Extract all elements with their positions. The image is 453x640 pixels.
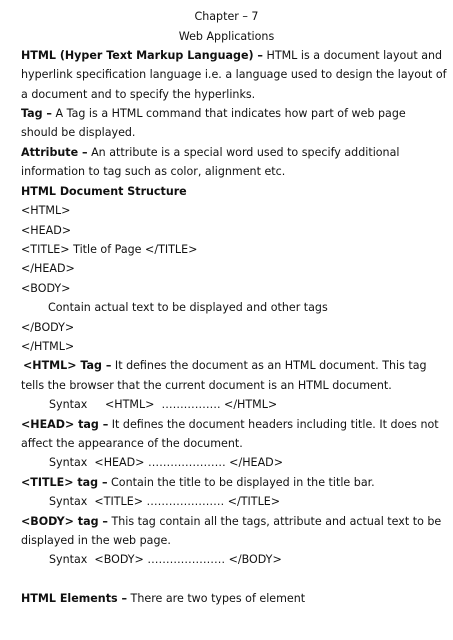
tag-definition-line-2: should be displayed. xyxy=(21,126,136,139)
html-tag-text: It defines the document as an HTML document. This tag xyxy=(111,359,427,372)
structure-line: <HEAD> xyxy=(21,224,72,237)
html-tag-term: <HTML> Tag – xyxy=(23,359,112,372)
elements-text: There are two types of element xyxy=(127,592,306,605)
title-tag-term: <TITLE> tag – xyxy=(21,476,108,489)
tag-definition-line-1 xyxy=(21,107,406,121)
body-tag-term: <BODY> tag – xyxy=(21,515,108,528)
structure-line: <HTML> xyxy=(21,204,71,217)
attribute-definition-line-2: information to tag such as color, alignment etc. xyxy=(21,165,286,178)
title-tag-syntax: Syntax <TITLE> ………………… </TITLE> xyxy=(49,495,281,508)
structure-heading xyxy=(21,185,187,199)
html-term: HTML (Hyper Text Markup Language) – xyxy=(21,49,263,62)
body-tag-syntax: Syntax <BODY> ………………… </BODY> xyxy=(49,553,282,566)
structure-line: </BODY> xyxy=(21,321,75,334)
attribute-term: Attribute – xyxy=(21,146,88,159)
structure-line: </HEAD> xyxy=(21,262,75,275)
structure-heading-text: HTML Document Structure xyxy=(21,185,187,198)
html-definition-line-3: a document and to specify the hyperlinks. xyxy=(21,88,256,101)
elements-term: HTML Elements – xyxy=(21,592,128,605)
html-definition-text: HTML is a document layout and xyxy=(262,49,443,62)
body-tag-line-1 xyxy=(21,515,441,529)
tag-term: Tag – xyxy=(21,107,52,120)
html-tag-line-2: tells the browser that the current document is an HTML document. xyxy=(21,379,392,392)
html-definition-line-1 xyxy=(21,49,442,63)
head-tag-text: It defines the document headers including title. It does not xyxy=(108,418,439,431)
structure-line: <TITLE> Title of Page </TITLE> xyxy=(21,243,198,256)
structure-line: <BODY> xyxy=(21,282,71,295)
html-definition-line-2: hyperlink specification language i.e. a language used to design the layout of xyxy=(21,68,447,81)
elements-line xyxy=(21,592,305,606)
tag-definition-text: A Tag is a HTML command that indicates how part of web page xyxy=(51,107,406,120)
chapter-heading: Chapter – 7 xyxy=(194,10,259,23)
structure-line: Contain actual text to be displayed and other tags xyxy=(48,301,328,314)
attribute-definition-text: An attribute is a special word used to specify additional xyxy=(87,146,400,159)
subject-heading: Web Applications xyxy=(178,30,275,43)
body-tag-line-2: displayed in the web page. xyxy=(21,534,171,547)
head-tag-syntax: Syntax <HEAD> ………………… </HEAD> xyxy=(49,456,283,469)
head-tag-term: <HEAD> tag – xyxy=(21,418,109,431)
html-tag-syntax: Syntax <HTML> ……………. </HTML> xyxy=(49,398,278,411)
title-tag-text: Contain the title to be displayed in the title bar. xyxy=(107,476,375,489)
html-tag-line-1 xyxy=(23,359,427,373)
title-tag-line-1 xyxy=(21,476,375,490)
attribute-definition-line-1 xyxy=(21,146,399,160)
head-tag-line-2: affect the appearance of the document. xyxy=(21,437,243,450)
structure-line: </HTML> xyxy=(21,340,75,353)
body-tag-text: This tag contain all the tags, attribute and actual text to be xyxy=(107,515,442,528)
head-tag-line-1 xyxy=(21,418,439,432)
